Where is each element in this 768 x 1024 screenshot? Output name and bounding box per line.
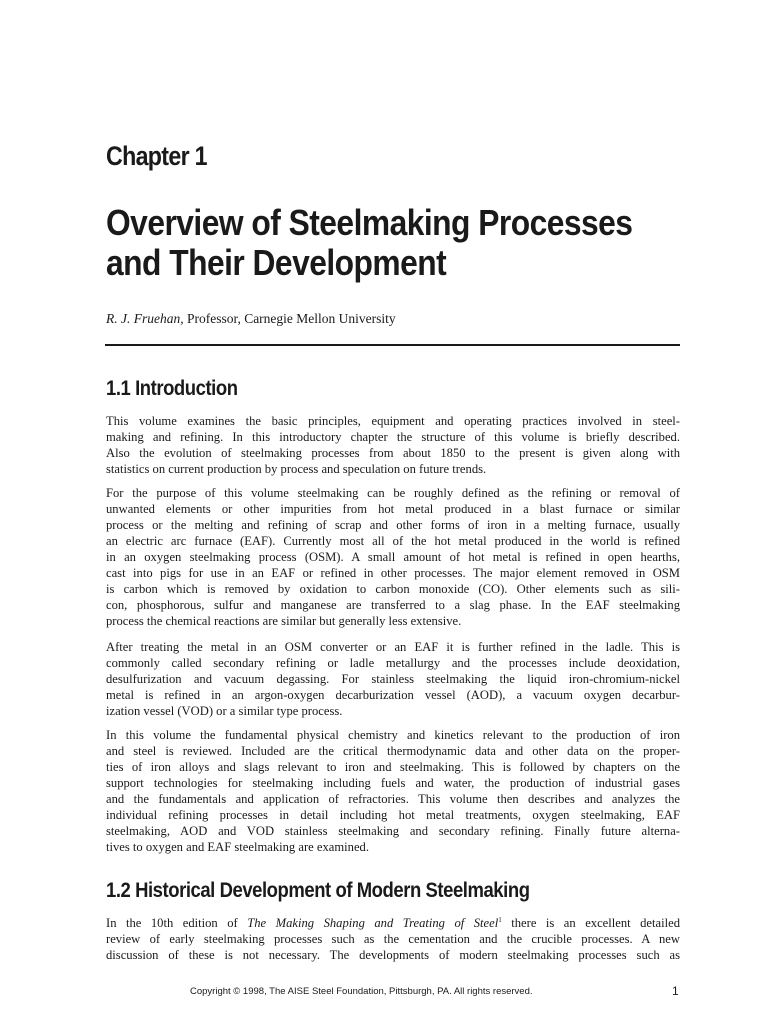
text-line xyxy=(106,915,680,931)
text-line: individual refining processes in detail including hot metal treatments, oxygen steelmaking, EAF xyxy=(106,808,680,822)
author-name: R. J. Fruehan, xyxy=(106,311,184,326)
text-line: After treating the metal in an OSM converter or an EAF it is further refined in the ladle. This is xyxy=(106,640,680,654)
paragraph xyxy=(106,485,680,629)
text-line: and the fundamentals and application of refractories. This volume then describes and analyzes the xyxy=(106,792,680,806)
text-line: and steel is reviewed. Included are the critical thermodynamic data and other data on the proper- xyxy=(106,744,680,758)
text-line: in an oxygen steelmaking process (OSM). A small amount of hot metal is refined in open hearths, xyxy=(106,550,680,564)
text-line: unwanted elements or other impurities from hot metal produced in a blast furnace or similar xyxy=(106,502,680,516)
book-title: The Making Shaping and Treating of Steel xyxy=(247,916,499,930)
text-run: In the 10th edition of xyxy=(106,916,248,930)
text-line: Also the evolution of steelmaking processes from about 1850 to the present is given along with xyxy=(106,446,680,460)
text-line: discussion of these is not necessary. The developments of modern steelmaking processes such as xyxy=(106,948,680,962)
text-line: tives to oxygen and EAF steelmaking are examined. xyxy=(106,840,369,854)
text-line: support technologies for steelmaking including fuels and water, the production of industrial gases xyxy=(106,776,680,790)
text-line: metal is refined in an argon-oxygen decarburization vessel (AOD), a vacuum oxygen decarbur- xyxy=(106,688,680,702)
paragraph xyxy=(106,727,680,855)
text-line: For the purpose of this volume steelmaking can be roughly defined as the refining or removal of xyxy=(106,486,680,500)
text-line: review of early steelmaking processes such as the cementation and the crucible processes. A new xyxy=(106,932,680,946)
text-line: is carbon which is removed by oxidation to carbon monoxide (CO). Other elements such as sili- xyxy=(106,582,680,596)
text-line: This volume examines the basic principles, equipment and operating practices involved in steel- xyxy=(106,414,680,428)
section-heading-historical-development: 1.2 Historical Development of Modern Steelmaking xyxy=(106,879,530,902)
text-line: process the chemical reactions are similar but generally less extensive. xyxy=(106,614,462,628)
text-run: there is an excellent detailed xyxy=(501,916,681,930)
title-divider xyxy=(105,344,680,346)
paragraph xyxy=(106,915,680,963)
footnote-ref: 1 xyxy=(498,916,502,924)
section-heading-introduction: 1.1 Introduction xyxy=(106,377,238,400)
text-line: con, phosphorous, sulfur and manganese are transferred to a slag phase. In the EAF steelmaking xyxy=(106,598,680,612)
text-line: cast into pigs for use in an EAF or refined in other processes. The major element removed in OSM xyxy=(106,566,680,580)
chapter-label: Chapter 1 xyxy=(106,141,207,171)
chapter-title-line: and Their Development xyxy=(106,242,447,283)
text-line: making and refining. In this introductory chapter the structure of this volume is briefly described. xyxy=(106,430,680,444)
chapter-title xyxy=(106,203,680,283)
copyright-footer: Copyright © 1998, The AISE Steel Foundation, Pittsburgh, PA. All rights reserved. xyxy=(190,986,533,997)
text-line: steelmaking, AOD and VOD stainless steelmaking and secondary refining. Finally future alterna- xyxy=(106,824,680,838)
paragraph xyxy=(106,639,680,719)
chapter-title-line: Overview of Steelmaking Processes xyxy=(106,202,633,243)
text-line: commonly called secondary refining or ladle metallurgy and the processes include deoxidation, xyxy=(106,656,680,670)
author-affiliation: Professor, Carnegie Mellon University xyxy=(183,311,396,326)
text-line: ization vessel (VOD) or a similar type process. xyxy=(106,704,343,718)
text-line: process or the melting and refining of scrap and other forms of iron in a melting furnace, usually xyxy=(106,518,680,532)
text-line: ties of iron alloys and slags relevant to iron and steelmaking. This is followed by chapters on the xyxy=(106,760,680,774)
author-line xyxy=(106,311,396,327)
page-number: 1 xyxy=(672,984,679,998)
text-line: desulfurization and vacuum degassing. For stainless steelmaking the liquid iron-chromium-nickel xyxy=(106,672,680,686)
text-line: In this volume the fundamental physical chemistry and kinetics relevant to the production of iron xyxy=(106,728,680,742)
text-line: statistics on current production by process and speculation on future trends. xyxy=(106,462,487,476)
text-line: an electric arc furnace (EAF). Currently most all of the hot metal produced in the world is refined xyxy=(106,534,680,548)
paragraph xyxy=(106,413,680,477)
